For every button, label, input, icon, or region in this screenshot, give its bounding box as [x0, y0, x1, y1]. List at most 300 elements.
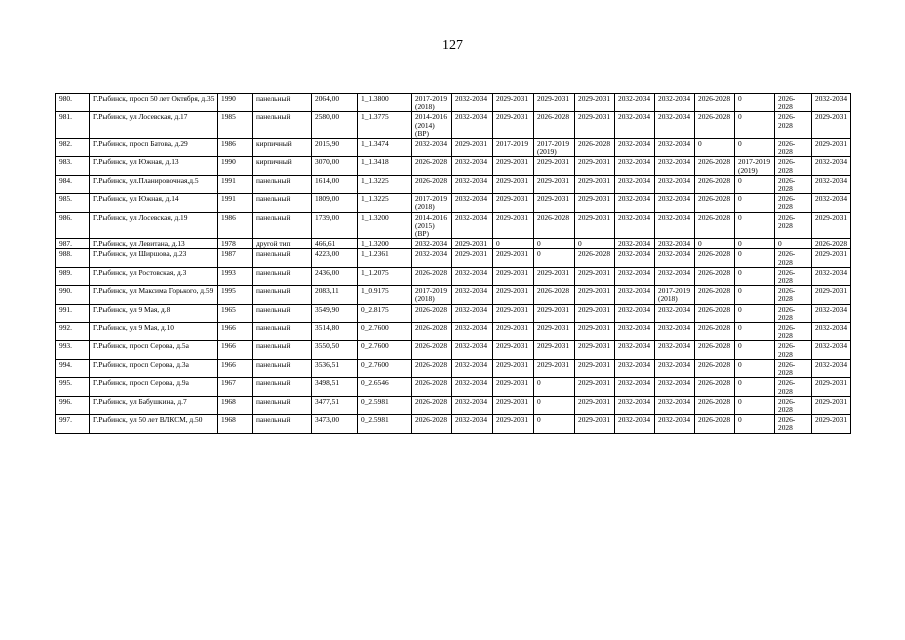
address-cell: Г.Рыбинск, ул Левитана, д.13 [90, 239, 218, 249]
table-cell: 2032-2034 [812, 359, 851, 377]
table-cell: 1_1.2361 [358, 249, 412, 267]
table-cell: 1986 [218, 139, 253, 157]
table-cell: 2029-2031 [493, 94, 534, 112]
row-number-cell: 983. [56, 157, 90, 175]
row-number-cell: 982. [56, 139, 90, 157]
table-cell: 2032-2034 [812, 194, 851, 212]
table-cell: 2026-2028 [695, 175, 735, 193]
row-number-cell: 993. [56, 341, 90, 359]
table-cell: 2032-2034 [452, 396, 493, 414]
table-cell: 2029-2031 [575, 304, 615, 322]
table-cell: 2032-2034 [812, 157, 851, 175]
row-number-cell: 994. [56, 359, 90, 377]
table-cell: 2032-2034 [812, 304, 851, 322]
table-cell: 2032-2034 [655, 304, 695, 322]
table-cell: 2026-2028 [575, 139, 615, 157]
table-cell: 3514,80 [312, 323, 358, 341]
table-cell: 2029-2031 [812, 286, 851, 304]
table-cell: 2032-2034 [615, 194, 655, 212]
table-cell: 2017-2019 (2018) [412, 194, 452, 212]
table-cell: 1_1.3200 [358, 212, 412, 239]
row-number-cell: 996. [56, 396, 90, 414]
table-cell: 2032-2034 [615, 415, 655, 433]
table-cell: 2032-2034 [452, 175, 493, 193]
table-cell: 2032-2034 [655, 249, 695, 267]
table-cell: 3549,90 [312, 304, 358, 322]
table-cell: 2026-2028 [775, 267, 812, 285]
table-cell: 1_1.3474 [358, 139, 412, 157]
table-cell: 2029-2031 [575, 157, 615, 175]
table-cell: 2032-2034 [655, 175, 695, 193]
table-cell: 2026-2028 [775, 249, 812, 267]
table-cell: 2032-2034 [452, 415, 493, 433]
table-cell: 2026-2028 [412, 304, 452, 322]
row-number-cell: 986. [56, 212, 90, 239]
table-cell: 2064,00 [312, 94, 358, 112]
table-cell: 2026-2028 [695, 94, 735, 112]
table-cell: 4223,00 [312, 249, 358, 267]
table-cell: 2032-2034 [452, 286, 493, 304]
table-cell: 2032-2034 [655, 239, 695, 249]
table-cell: 2436,00 [312, 267, 358, 285]
table-cell: панельный [253, 323, 312, 341]
table-cell: 2029-2031 [493, 194, 534, 212]
table-cell: 2032-2034 [615, 94, 655, 112]
table-cell: 2029-2031 [452, 139, 493, 157]
table-cell: 0 [735, 267, 775, 285]
table-cell: 0 [735, 249, 775, 267]
table-cell: 2029-2031 [812, 139, 851, 157]
table-cell: 2029-2031 [575, 323, 615, 341]
table-cell: 2029-2031 [534, 175, 575, 193]
address-cell: Г.Рыбинск, просп Серова, д.9а [90, 378, 218, 396]
table-row [56, 139, 851, 157]
table-cell: 0 [534, 415, 575, 433]
table-cell: 0 [695, 139, 735, 157]
table-cell: 1_0.9175 [358, 286, 412, 304]
table-cell: 2032-2034 [452, 157, 493, 175]
table-cell: 2026-2028 [412, 396, 452, 414]
table-cell: 1739,00 [312, 212, 358, 239]
table-cell: 1_1.3775 [358, 112, 412, 139]
table-cell: 2032-2034 [452, 267, 493, 285]
table-cell: 2580,00 [312, 112, 358, 139]
address-cell: Г.Рыбинск, ул Лосевская, д.17 [90, 112, 218, 139]
table-cell: 2032-2034 [452, 359, 493, 377]
table-cell: 2026-2028 [775, 286, 812, 304]
table-cell: 2026-2028 [695, 304, 735, 322]
table-cell: 2026-2028 [412, 359, 452, 377]
table-cell: 2032-2034 [615, 112, 655, 139]
table-cell: 2029-2031 [575, 267, 615, 285]
table-cell: 2029-2031 [534, 304, 575, 322]
table-cell: 2029-2031 [812, 378, 851, 396]
table-cell: 1990 [218, 94, 253, 112]
table-row [56, 239, 851, 249]
table-cell: 2026-2028 [412, 415, 452, 433]
table-cell: 2026-2028 [695, 286, 735, 304]
table-cell: 2032-2034 [452, 378, 493, 396]
table-cell: 0_2.8175 [358, 304, 412, 322]
table-cell: панельный [253, 359, 312, 377]
table-cell: 2017-2019 (2018) [412, 94, 452, 112]
table-body [56, 94, 851, 434]
table-cell: 2026-2028 [412, 175, 452, 193]
table-cell: кирпичный [253, 157, 312, 175]
table-cell: 3536,51 [312, 359, 358, 377]
table-cell: 2026-2028 [775, 415, 812, 433]
table-cell: 2029-2031 [452, 249, 493, 267]
table-row [56, 112, 851, 139]
table-cell: 2032-2034 [452, 194, 493, 212]
table-cell: панельный [253, 175, 312, 193]
table-cell: 2026-2028 [695, 341, 735, 359]
table-cell: кирпичный [253, 139, 312, 157]
table-cell: 2032-2034 [615, 239, 655, 249]
table-cell: 2032-2034 [655, 267, 695, 285]
table-row [56, 359, 851, 377]
table-cell: 2026-2028 [775, 304, 812, 322]
table-cell: панельный [253, 267, 312, 285]
table-cell: панельный [253, 341, 312, 359]
table-cell: 2029-2031 [493, 396, 534, 414]
table-cell: 2029-2031 [534, 194, 575, 212]
table-cell: 2032-2034 [615, 212, 655, 239]
table-cell: 2032-2034 [412, 249, 452, 267]
table-cell: 0_2.5981 [358, 415, 412, 433]
table-cell: 2026-2028 [775, 341, 812, 359]
table-cell: 2029-2031 [493, 112, 534, 139]
address-cell: Г.Рыбинск, просп Батова, д.29 [90, 139, 218, 157]
address-cell: Г.Рыбинск, ул Южная, д.13 [90, 157, 218, 175]
table-cell: 2032-2034 [655, 94, 695, 112]
address-cell: Г.Рыбинск, ул 50 лет ВЛКСМ, д.50 [90, 415, 218, 433]
table-cell: 1966 [218, 359, 253, 377]
table-cell: 1_1.3418 [358, 157, 412, 175]
table-cell: 1614,00 [312, 175, 358, 193]
table-cell: 2029-2031 [493, 304, 534, 322]
address-cell: Г.Рыбинск, ул Ширшова, д.23 [90, 249, 218, 267]
row-number-cell: 995. [56, 378, 90, 396]
table-cell: 1966 [218, 341, 253, 359]
table-cell: 0_2.6546 [358, 378, 412, 396]
table-cell: 2029-2031 [575, 396, 615, 414]
table-cell: 2029-2031 [534, 359, 575, 377]
table-cell: 2017-2019 (2019) [534, 139, 575, 157]
table-cell: 2029-2031 [493, 415, 534, 433]
table-cell: 2026-2028 [534, 286, 575, 304]
address-cell: Г.Рыбинск, ул Максима Горького, д.59 [90, 286, 218, 304]
table-cell: 2026-2028 [695, 378, 735, 396]
table-cell: 2029-2031 [575, 194, 615, 212]
table-cell: 0 [493, 239, 534, 249]
table-cell: 2026-2028 [575, 249, 615, 267]
table-cell: 0 [735, 323, 775, 341]
table-cell: 2014-2016 (2015) (ВР) [412, 212, 452, 239]
table-cell: 2026-2028 [695, 396, 735, 414]
table-row [56, 341, 851, 359]
table-cell: 1_1.3225 [358, 194, 412, 212]
table-cell: 2032-2034 [615, 378, 655, 396]
table-cell: 2032-2034 [615, 139, 655, 157]
row-number-cell: 981. [56, 112, 90, 139]
table-cell: 0 [735, 341, 775, 359]
table-cell: 2026-2028 [695, 359, 735, 377]
table-cell: 2032-2034 [655, 359, 695, 377]
table-cell: 2029-2031 [812, 112, 851, 139]
table-cell: 1968 [218, 396, 253, 414]
table-cell: панельный [253, 304, 312, 322]
table-cell: 2032-2034 [452, 112, 493, 139]
table-cell: 2026-2028 [412, 378, 452, 396]
table-cell: 2029-2031 [493, 249, 534, 267]
table-cell: 2029-2031 [812, 396, 851, 414]
table-cell: 3550,50 [312, 341, 358, 359]
address-cell: Г.Рыбинск, просп Серова, д.5а [90, 341, 218, 359]
table-cell: 0 [735, 359, 775, 377]
table-cell: 2029-2031 [575, 112, 615, 139]
table-cell: 2032-2034 [655, 378, 695, 396]
housing-register-table [55, 93, 851, 434]
address-cell: Г.Рыбинск, ул Бабушкина, д.7 [90, 396, 218, 414]
table-cell: 2029-2031 [812, 212, 851, 239]
table-cell: 2014-2016 (2014) (ВР) [412, 112, 452, 139]
table-cell: 2032-2034 [655, 157, 695, 175]
table-cell: панельный [253, 112, 312, 139]
table-cell: 2029-2031 [493, 378, 534, 396]
table-cell: 2029-2031 [493, 341, 534, 359]
table-cell: 2029-2031 [493, 323, 534, 341]
table-cell: 0 [695, 239, 735, 249]
table-cell: 0 [575, 239, 615, 249]
table-cell: 1967 [218, 378, 253, 396]
table-cell: 0 [735, 396, 775, 414]
table-cell: 3477,51 [312, 396, 358, 414]
table-cell: 2032-2034 [615, 341, 655, 359]
table-cell: 2032-2034 [655, 139, 695, 157]
table-cell: 1_1.3800 [358, 94, 412, 112]
table-cell: 2032-2034 [655, 112, 695, 139]
table-cell: 2029-2031 [534, 341, 575, 359]
row-number-cell: 984. [56, 175, 90, 193]
row-number-cell: 997. [56, 415, 90, 433]
table-cell: 0 [735, 194, 775, 212]
table-cell: панельный [253, 286, 312, 304]
address-cell: Г.Рыбинск, ул.Планировочная,д.5 [90, 175, 218, 193]
table-cell: 2032-2034 [655, 194, 695, 212]
table-cell: 2026-2028 [775, 112, 812, 139]
table-cell: 2026-2028 [695, 267, 735, 285]
table-cell: 2015,90 [312, 139, 358, 157]
table-cell: 2026-2028 [775, 157, 812, 175]
table-cell: 2026-2028 [775, 396, 812, 414]
table-cell: 0 [735, 212, 775, 239]
table-cell: 2029-2031 [493, 157, 534, 175]
table-cell: 3498,51 [312, 378, 358, 396]
table-cell: 2029-2031 [534, 157, 575, 175]
table-row [56, 378, 851, 396]
table-cell: 1965 [218, 304, 253, 322]
row-number-cell: 990. [56, 286, 90, 304]
table-cell: 0 [735, 175, 775, 193]
table-cell: 2032-2034 [615, 175, 655, 193]
table-row [56, 415, 851, 433]
table-cell: 2029-2031 [493, 267, 534, 285]
table-cell: 2032-2034 [615, 359, 655, 377]
table-cell: 3070,00 [312, 157, 358, 175]
row-number-cell: 988. [56, 249, 90, 267]
table-row [56, 194, 851, 212]
table-cell: 2032-2034 [615, 286, 655, 304]
table-cell: панельный [253, 415, 312, 433]
table-cell: 2026-2028 [775, 175, 812, 193]
table-cell: 2026-2028 [775, 194, 812, 212]
table-cell: 2032-2034 [615, 304, 655, 322]
address-cell: Г.Рыбинск, ул 9 Мая, д.10 [90, 323, 218, 341]
table-cell: 2032-2034 [812, 323, 851, 341]
table-cell: 2029-2031 [812, 249, 851, 267]
table-cell: 2032-2034 [452, 212, 493, 239]
table-cell: 0 [735, 139, 775, 157]
table-cell: 2032-2034 [615, 267, 655, 285]
row-number-cell: 985. [56, 194, 90, 212]
table-row [56, 267, 851, 285]
table-cell: панельный [253, 249, 312, 267]
table-cell: 2017-2019 (2019) [735, 157, 775, 175]
table-cell: 0_2.7600 [358, 323, 412, 341]
table-cell: 1987 [218, 249, 253, 267]
table-cell: 0 [534, 396, 575, 414]
table-cell: 2032-2034 [812, 267, 851, 285]
table-cell: 2029-2031 [575, 94, 615, 112]
table-cell: 0 [735, 94, 775, 112]
table-cell: 2032-2034 [615, 323, 655, 341]
table-cell: 466,61 [312, 239, 358, 249]
table-cell: 2026-2028 [695, 212, 735, 239]
table-cell: 2026-2028 [534, 212, 575, 239]
table-cell: 2032-2034 [452, 94, 493, 112]
table-cell: 2029-2031 [534, 94, 575, 112]
table-cell: 2032-2034 [812, 175, 851, 193]
table-cell: 2026-2028 [775, 323, 812, 341]
table-row [56, 304, 851, 322]
row-number-cell: 992. [56, 323, 90, 341]
table-cell: 1_1.2075 [358, 267, 412, 285]
table-cell: 2029-2031 [493, 359, 534, 377]
table-cell: 2029-2031 [575, 212, 615, 239]
table-row [56, 249, 851, 267]
table-cell: 2017-2019 [493, 139, 534, 157]
table-cell: 2029-2031 [493, 175, 534, 193]
table-cell: 2032-2034 [412, 239, 452, 249]
table-cell: 2029-2031 [534, 323, 575, 341]
table-cell: 2026-2028 [412, 157, 452, 175]
table-cell: 2032-2034 [412, 139, 452, 157]
table-cell: 1985 [218, 112, 253, 139]
table-cell: 0 [735, 415, 775, 433]
address-cell: Г.Рыбинск, просп Серова, д.3а [90, 359, 218, 377]
table-cell: 2029-2031 [534, 267, 575, 285]
address-cell: Г.Рыбинск, ул Ростовская, д.3 [90, 267, 218, 285]
table-cell: 2029-2031 [452, 239, 493, 249]
table-cell: 1968 [218, 415, 253, 433]
table-cell: панельный [253, 378, 312, 396]
table-cell: 2032-2034 [452, 304, 493, 322]
table-cell: 2026-2028 [695, 194, 735, 212]
address-cell: Г.Рыбинск, ул 9 Мая, д.8 [90, 304, 218, 322]
table-cell: 2017-2019 (2018) [655, 286, 695, 304]
table-cell: 2026-2028 [695, 112, 735, 139]
table-cell: панельный [253, 396, 312, 414]
table-cell: 2032-2034 [655, 341, 695, 359]
table-cell: 2029-2031 [575, 359, 615, 377]
address-cell: Г.Рыбинск, ул Лосевская, д.19 [90, 212, 218, 239]
table-row [56, 175, 851, 193]
table-cell: 2032-2034 [452, 341, 493, 359]
table-cell: 0_2.5981 [358, 396, 412, 414]
table-cell: 1990 [218, 157, 253, 175]
table-cell: 2032-2034 [615, 249, 655, 267]
table-cell: 0 [534, 378, 575, 396]
address-cell: Г.Рыбинск, ул Южная, д.14 [90, 194, 218, 212]
table-cell: 0_2.7600 [358, 341, 412, 359]
table-cell: панельный [253, 212, 312, 239]
table-cell: 2026-2028 [695, 415, 735, 433]
table-cell: 1978 [218, 239, 253, 249]
table-cell: 2032-2034 [812, 341, 851, 359]
table-cell: 2026-2028 [412, 323, 452, 341]
table-cell: 2026-2028 [695, 157, 735, 175]
table-cell: 2029-2031 [493, 212, 534, 239]
table-cell: 0 [735, 286, 775, 304]
table-cell: 0 [735, 304, 775, 322]
table-cell: панельный [253, 94, 312, 112]
table-row [56, 323, 851, 341]
table-cell: 2026-2028 [695, 249, 735, 267]
table-cell: 1993 [218, 267, 253, 285]
table-cell: 2026-2028 [412, 341, 452, 359]
table-cell: 2026-2028 [812, 239, 851, 249]
table-row [56, 94, 851, 112]
table-cell: 2029-2031 [575, 175, 615, 193]
table-cell: 2032-2034 [655, 212, 695, 239]
table-cell: 2029-2031 [493, 286, 534, 304]
table-cell: 2032-2034 [655, 323, 695, 341]
row-number-cell: 989. [56, 267, 90, 285]
table-cell: другой тип [253, 239, 312, 249]
table-cell: 2032-2034 [615, 396, 655, 414]
table-cell: 2026-2028 [775, 378, 812, 396]
table-cell: 0 [534, 249, 575, 267]
table-cell: 1966 [218, 323, 253, 341]
table-cell: 2032-2034 [812, 94, 851, 112]
table-row [56, 286, 851, 304]
table-cell: 1991 [218, 194, 253, 212]
table-cell: 2029-2031 [575, 378, 615, 396]
row-number-cell: 991. [56, 304, 90, 322]
table-cell: 2026-2028 [775, 139, 812, 157]
table-row [56, 396, 851, 414]
table-cell: 1991 [218, 175, 253, 193]
row-number-cell: 987. [56, 239, 90, 249]
address-cell: Г.Рыбинск, просп 50 лет Октября, д.35 [90, 94, 218, 112]
table-cell: 2017-2019 (2018) [412, 286, 452, 304]
table-cell: 2026-2028 [775, 359, 812, 377]
table-cell: 2029-2031 [812, 415, 851, 433]
table-cell: 2032-2034 [452, 323, 493, 341]
table-cell: 0 [735, 239, 775, 249]
table-cell: 1986 [218, 212, 253, 239]
